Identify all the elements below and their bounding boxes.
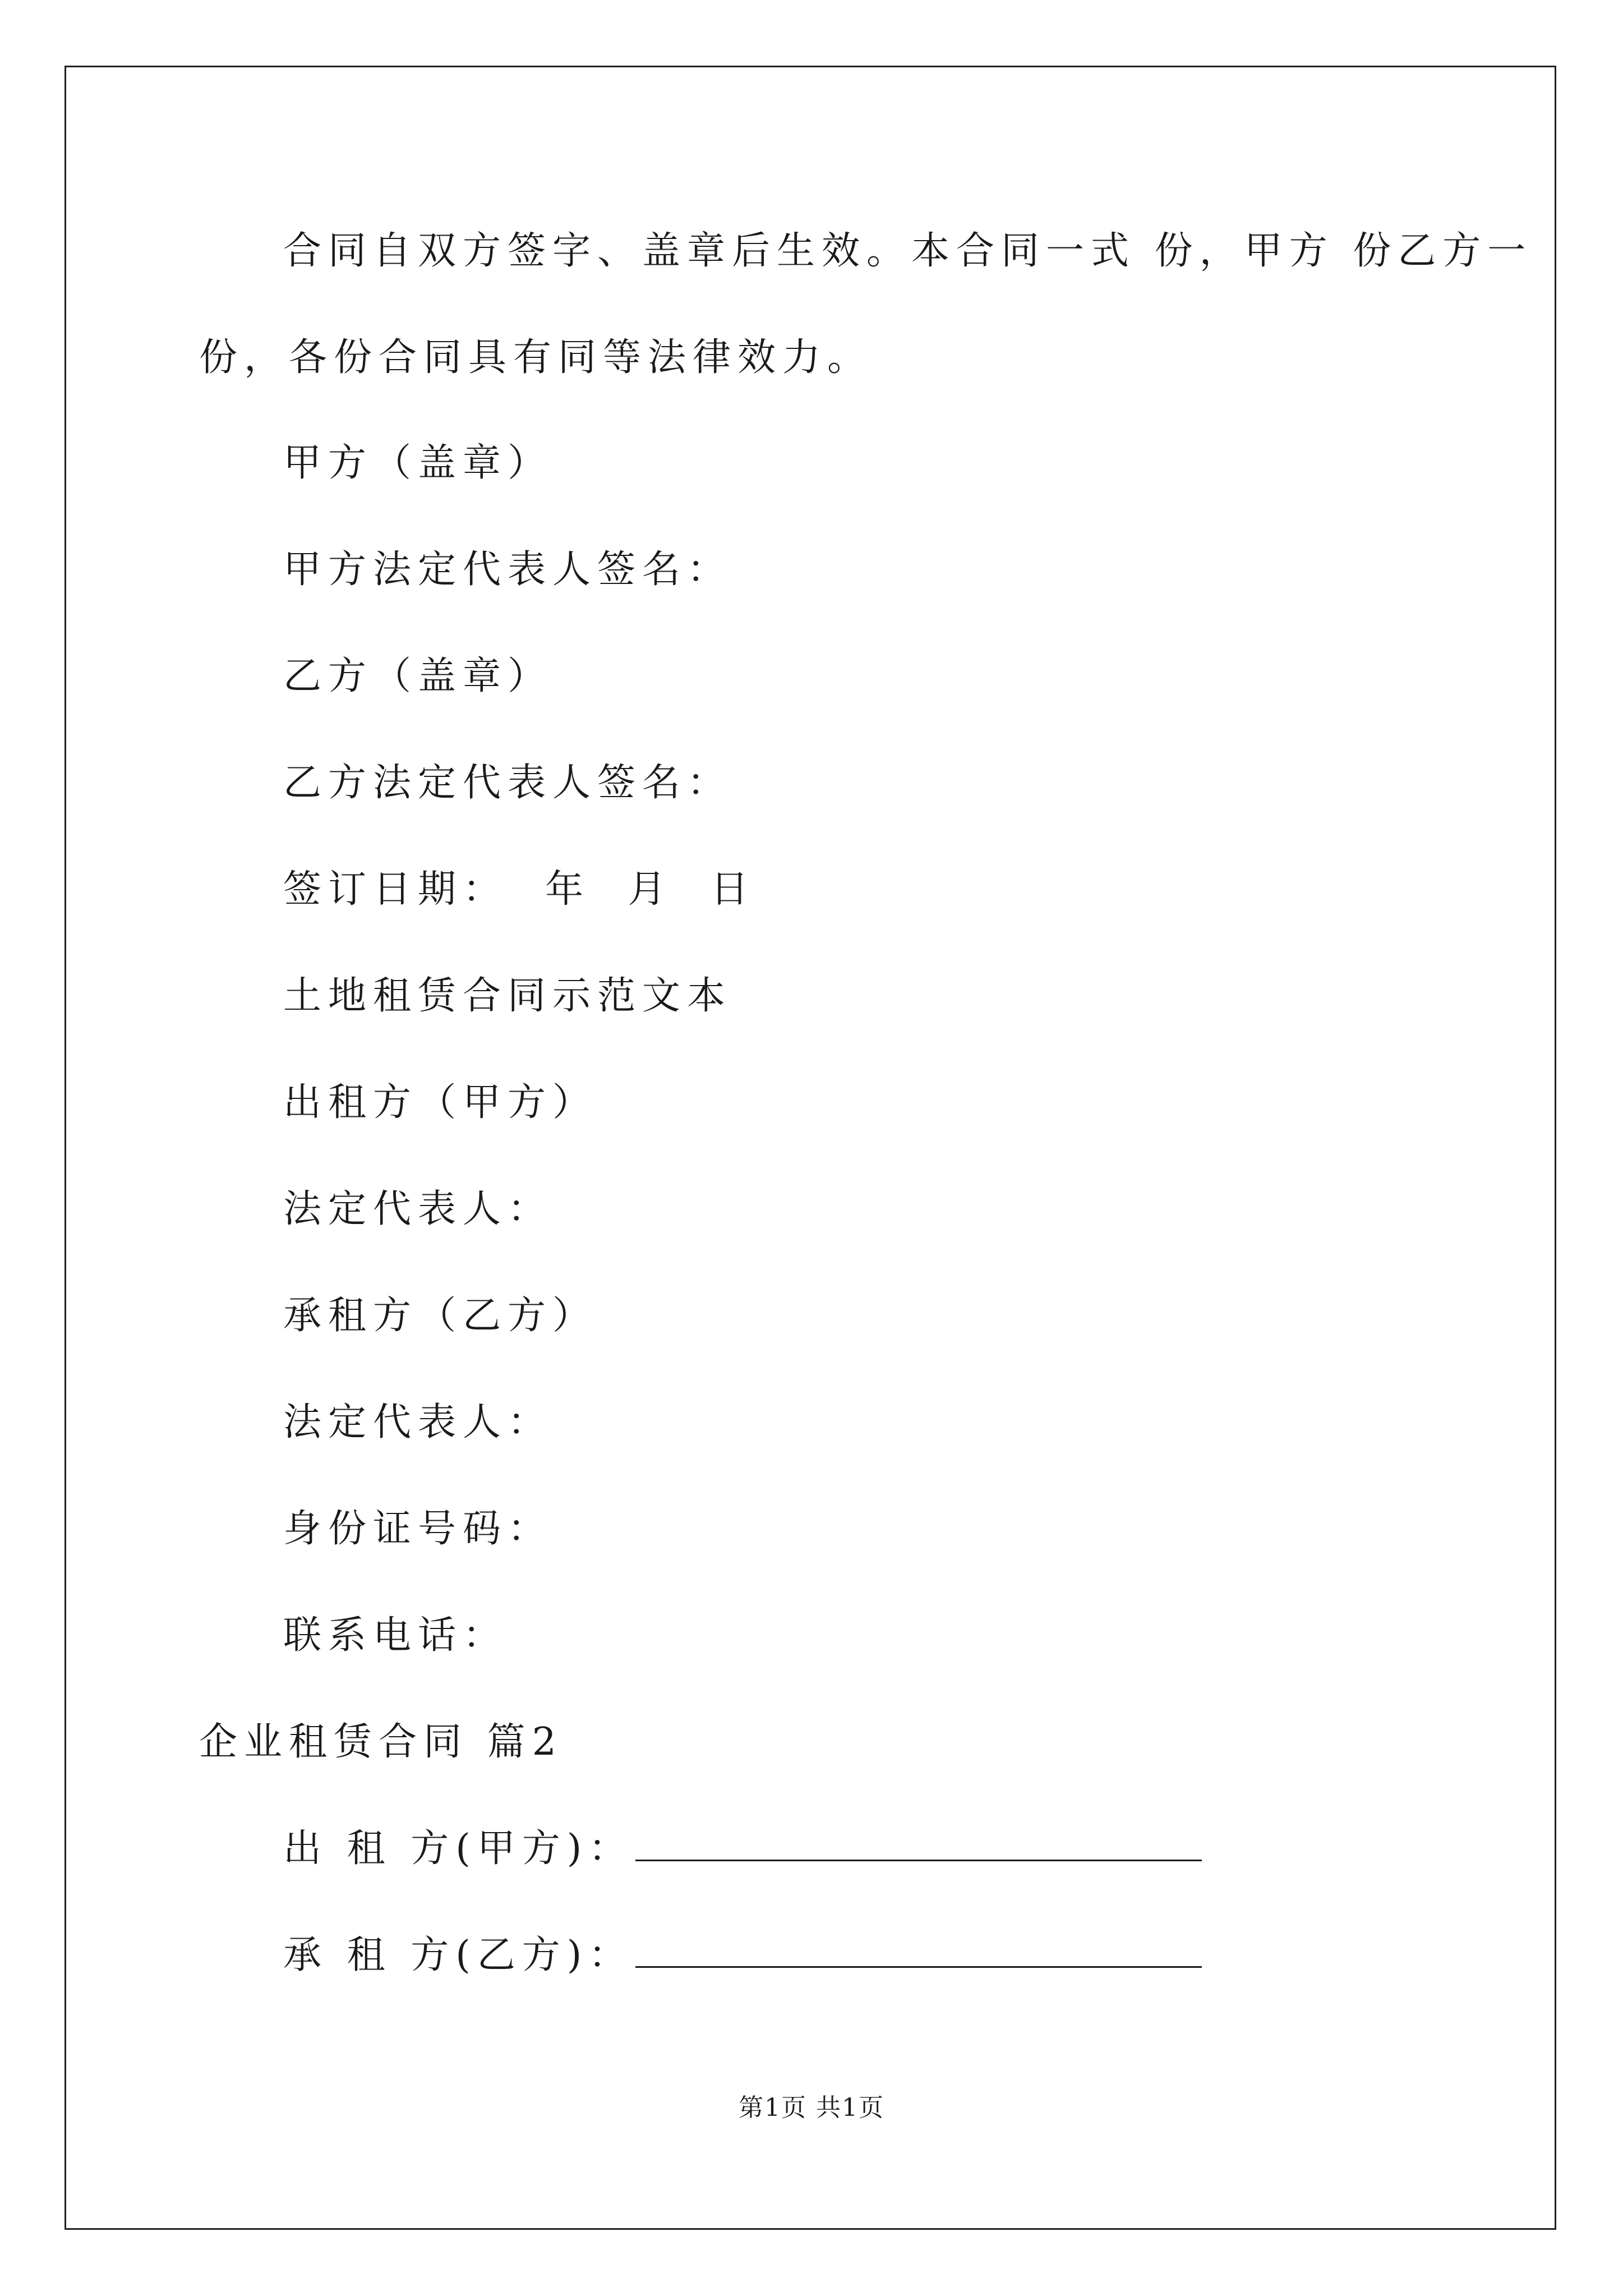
party-a-representative-signature-label: 甲方法定代表人签名：: [283, 547, 732, 592]
section-heading-enterprise-lease: 企业租赁合同 篇2: [199, 1720, 563, 1764]
lessee-field-row: [283, 1933, 1202, 1978]
page-border: [64, 66, 1556, 2230]
paragraph-effectiveness-line-1: 合同自双方签字、盖章后生效。本合同一式 份，甲方 份乙方一: [283, 229, 1533, 273]
signing-date-label: 签订日期： 年 月 日: [283, 867, 755, 912]
lessee-blank-line: [635, 1934, 1202, 1968]
party-b-seal-label: 乙方（盖章）: [283, 654, 553, 698]
lessee-representative-label: 法定代表人：: [283, 1400, 553, 1444]
lessee-label: 承租方（乙方）: [283, 1294, 598, 1338]
lessor-field-row: [283, 1826, 1202, 1871]
party-a-seal-label: 甲方（盖章）: [283, 441, 553, 485]
lessor-field-label: 出 租 方(甲方)：: [283, 1826, 634, 1871]
lessor-label: 出租方（甲方）: [283, 1080, 598, 1125]
section-heading-land-lease: 土地租赁合同示范文本: [283, 974, 732, 1018]
lessee-field-label: 承 租 方(乙方)：: [283, 1933, 634, 1977]
page-footer: 第1页 共1页: [739, 2093, 884, 2122]
id-number-label: 身份证号码：: [283, 1507, 553, 1551]
party-b-representative-signature-label: 乙方法定代表人签名：: [283, 761, 732, 805]
paragraph-effectiveness-line-2: 份，各份合同具有同等法律效力。: [199, 335, 873, 380]
lessor-blank-line: [635, 1827, 1202, 1861]
lessor-representative-label: 法定代表人：: [283, 1187, 553, 1231]
phone-label: 联系电话：: [283, 1613, 508, 1658]
